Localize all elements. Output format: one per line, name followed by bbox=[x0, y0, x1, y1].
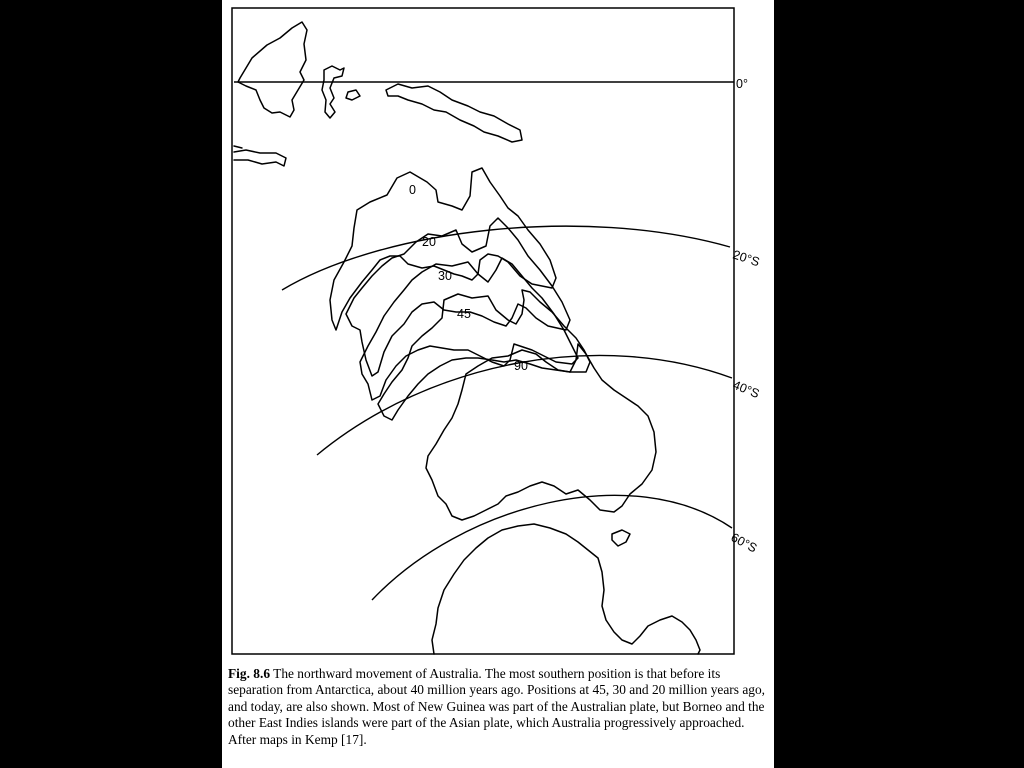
figure-label: Fig. 8.6 bbox=[228, 666, 271, 681]
island-outline bbox=[346, 90, 360, 100]
australia-outline-45 bbox=[378, 290, 590, 420]
map-frame bbox=[232, 8, 734, 654]
caption-text: The northward movement of Australia. The most southern position is that before its separation from Antarctica, about 40 million years ago. Positions at 45, 30 and 20 million years ago, and today, are also shown. Most of New Guinea was part of the Australian plate, but Borneo and the other East Indies islands were part of the Asian plate, which Australia progressively approached. After maps in Kemp [17]. bbox=[228, 666, 766, 747]
figure-page bbox=[222, 0, 774, 768]
figure-caption bbox=[228, 666, 768, 748]
position-label-90: 90 bbox=[514, 359, 528, 373]
java-tail bbox=[234, 146, 242, 148]
position-label-0: 0 bbox=[409, 183, 416, 197]
sulawesi-outline bbox=[322, 66, 344, 118]
borneo-outline bbox=[238, 22, 307, 117]
new-guinea-outline bbox=[386, 84, 522, 142]
latitude-label-0: 0° bbox=[736, 77, 748, 91]
paleogeographic-map bbox=[222, 0, 774, 768]
java-outline bbox=[234, 150, 286, 166]
latitude-label-40s: 40°S bbox=[730, 377, 762, 401]
position-label-20: 20 bbox=[422, 235, 436, 249]
australia-outline-90 bbox=[426, 344, 656, 520]
latitude-label-60s: 60°S bbox=[728, 530, 760, 556]
antarctica-outline bbox=[432, 524, 700, 654]
latitude-arc-20s bbox=[282, 226, 730, 290]
tasmania-outline bbox=[612, 530, 630, 546]
position-label-30: 30 bbox=[438, 269, 452, 283]
latitude-arc-60s bbox=[372, 495, 732, 600]
position-label-45: 45 bbox=[457, 307, 471, 321]
latitude-label-20s: 20°S bbox=[731, 247, 762, 270]
